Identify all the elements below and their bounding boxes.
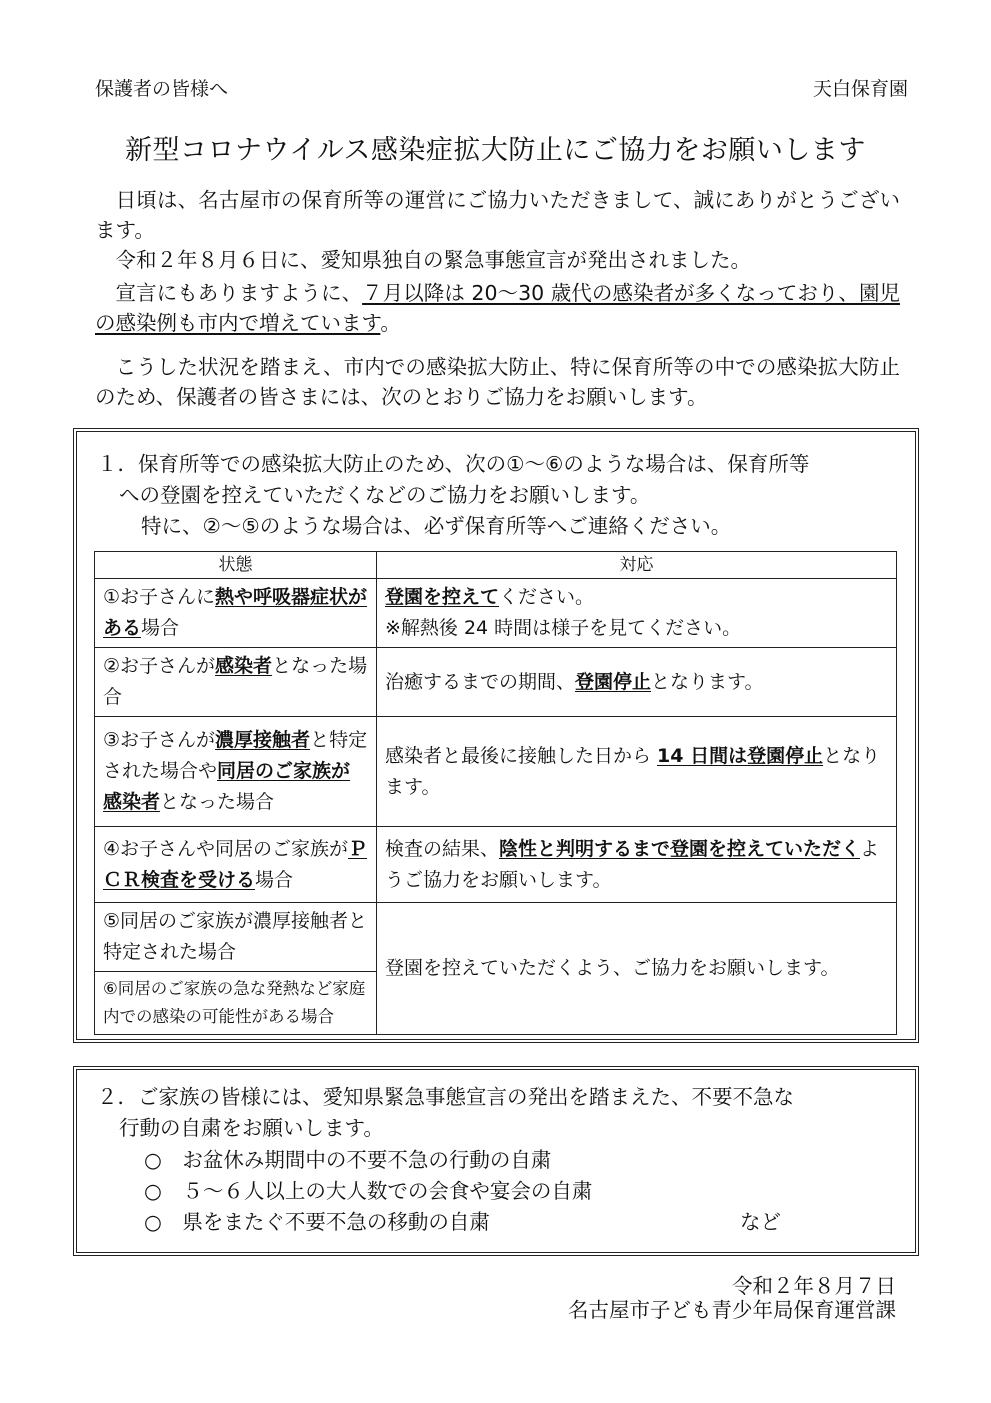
action-cell: 登園を控えてください。 ※解熱後 24 時間は様子を見てください。 (377, 579, 897, 648)
section1-line1: １．保育所等での感染拡大防止のため、次の①～⑥のような場合は、保育所等 (97, 452, 810, 476)
state-cell: ①お子さんに熱や呼吸器症状がある場合 (95, 579, 377, 648)
table-row (95, 648, 897, 717)
action-cell: 登園を控えていただくよう、ご協力をお願いします。 (377, 903, 897, 1035)
list-item: ○ ５～６人以上の大人数での会食や宴会の自粛 (144, 1179, 593, 1203)
column-header-action: 対応 (377, 552, 897, 579)
section2-line2: 行動の自粛をお願いします。 (119, 1116, 384, 1140)
state-cell: ②お子さんが感染者となった場合 (95, 648, 377, 717)
infection-trend-underline: ７月以降は 20～30 歳代の感染者が多くなっており、園児の感染例も市内で増えています (95, 281, 901, 335)
table-row (95, 827, 897, 903)
list-etc: など (740, 1210, 781, 1234)
state-cell: ④お子さんや同居のご家族がＰＣＲ検査を受ける場合 (95, 827, 377, 903)
action-cell: 感染者と最後に接触した日から 14 日間は登園停止となります。 (377, 717, 897, 827)
paragraph-greeting: 日頃は、名古屋市の保育所等の運営にご協力いただきまして、誠にありがとうございます。 (95, 188, 900, 242)
list-item: ○ お盆休み期間中の不要不急の行動の自粛 (144, 1148, 552, 1172)
list-item: ○ 県をまたぐ不要不急の移動の自粛 (144, 1210, 490, 1234)
column-header-state: 状態 (95, 552, 377, 579)
state-cell: ⑥同居のご家族の急な発熱など家庭内での感染の可能性がある場合 (95, 972, 377, 1035)
paragraph-request: こうした状況を踏まえ、市内での感染拡大防止、特に保育所等の中での感染拡大防止のため、保護者の皆さまには、次のとおりご協力をお願いします。 (95, 355, 900, 409)
issuing-department: 名古屋市子ども青少年局保育運営課 (568, 1298, 896, 1322)
paragraph-declaration: 令和２年８月６日に、愛知県独自の緊急事態宣言が発出されました。 (95, 248, 751, 272)
paragraph-infection-trend: 宣言にもありますように、７月以降は 20～30 歳代の感染者が多くなっており、園児の感染例も市内で増えています。 (95, 281, 901, 335)
section1-line3: 特に、②～⑤のような場合は、必ず保育所等へご連絡ください。 (141, 514, 732, 538)
sender-name: 天白保育園 (812, 78, 908, 100)
state-cell: ⑤同居のご家族が濃厚接触者と特定された場合 (95, 903, 377, 972)
response-table (94, 551, 897, 1035)
issue-date: 令和２年８月７日 (732, 1274, 896, 1298)
table-row (95, 717, 897, 827)
page-title: 新型コロナウイルス感染症拡大防止にご協力をお願いします (125, 135, 866, 166)
state-cell: ③お子さんが濃厚接触者と特定された場合や同居のご家族が感染者となった場合 (95, 717, 377, 827)
section2-line1: ２．ご家族の皆様には、愛知県緊急事態宣言の発出を踏まえた、不要不急な (97, 1085, 794, 1109)
table-row (95, 903, 897, 972)
action-cell: 治癒するまでの期間、登園停止となります。 (377, 648, 897, 717)
section1-line2: への登園を控えていただくなどのご協力をお願いします。 (119, 483, 651, 507)
table-row (95, 579, 897, 648)
recipient-line: 保護者の皆様へ (95, 78, 229, 100)
action-cell: 検査の結果、陰性と判明するまで登園を控えていただくようご協力をお願いします。 (377, 827, 897, 903)
table-header-row (95, 552, 897, 579)
